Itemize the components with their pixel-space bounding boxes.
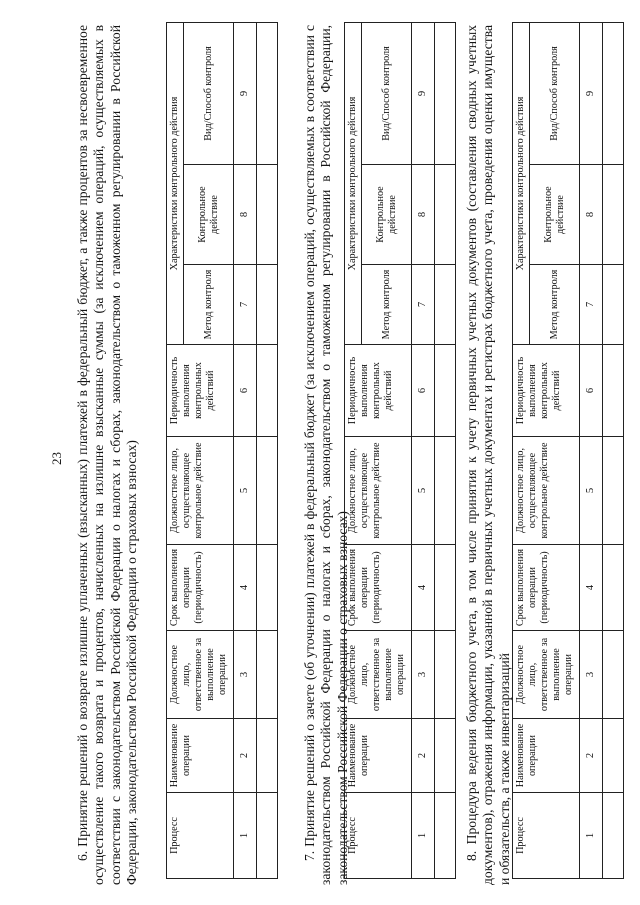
header-action: Контрольное действие — [184, 165, 234, 265]
col-number: 1 — [580, 793, 603, 879]
header-type: Вид/Способ контроля — [362, 22, 412, 164]
col-number: 4 — [580, 545, 603, 631]
header-responsible: Должностное лицо, ответственное за выполнение операции — [167, 631, 234, 719]
table-cell — [257, 545, 278, 631]
table-cell — [603, 631, 624, 719]
header-periodicity: Периодичность выполнения контрольных действий — [345, 345, 412, 437]
col-number: 5 — [234, 437, 257, 545]
header-method: Метод контроля — [184, 265, 234, 345]
table-cell — [257, 793, 278, 879]
col-number: 7 — [412, 265, 435, 345]
col-number: 1 — [234, 793, 257, 879]
table-cell — [603, 22, 624, 164]
table-cell — [257, 437, 278, 545]
header-operation-name: Наименование операции — [167, 719, 234, 793]
table-cell — [257, 22, 278, 164]
col-number: 3 — [234, 631, 257, 719]
col-number: 9 — [412, 22, 435, 164]
col-number: 7 — [580, 265, 603, 345]
table-cell — [435, 165, 456, 265]
col-number: 5 — [580, 437, 603, 545]
header-characteristics: Характеристики контрольного действия — [345, 22, 362, 344]
table-cell — [435, 793, 456, 879]
table-cell — [257, 165, 278, 265]
table-cell — [435, 719, 456, 793]
col-number: 1 — [412, 793, 435, 879]
table-cell — [603, 719, 624, 793]
control-table-7 — [344, 22, 456, 879]
header-method: Метод контроля — [362, 265, 412, 345]
col-number: 8 — [580, 165, 603, 265]
col-number: 2 — [580, 719, 603, 793]
header-method: Метод контроля — [530, 265, 580, 345]
col-number: 7 — [234, 265, 257, 345]
table-cell — [257, 265, 278, 345]
table-cell — [603, 545, 624, 631]
col-number: 6 — [412, 345, 435, 437]
header-periodicity: Периодичность выполнения контрольных действий — [513, 345, 580, 437]
section-8-text: 8. Процедура ведения бюджетного учета, в том числе принятия к учету первичных учетных документов (составления сводных учетных документов), отражения информации, указанной в первичных учетных документах и регистрах бюджетного учета, проведения оценки имущества и обязательств, а также инвентаризаций — [464, 25, 512, 885]
header-periodicity: Периодичность выполнения контрольных действий — [167, 345, 234, 437]
col-number: 8 — [234, 165, 257, 265]
table-cell — [435, 265, 456, 345]
header-type: Вид/Способ контроля — [184, 22, 234, 164]
table-cell — [603, 793, 624, 879]
section-7-text: 7. Принятие решений о зачете (об уточнении) платежей в федеральный бюджет (за исключением операций, осуществляемых в соответствии с законодательством Российской Федерации о налогах и сборах, законодательством о таможенном регулировании в Российской Федерации, законодательством Российской Федерации о страховых взносах) — [302, 25, 350, 885]
col-number: 3 — [412, 631, 435, 719]
col-number: 9 — [580, 22, 603, 164]
col-number: 6 — [580, 345, 603, 437]
header-characteristics: Характеристики контрольного действия — [513, 22, 530, 344]
table-cell — [435, 437, 456, 545]
header-deadline: Срок выполнения операции (периодичность) — [167, 545, 234, 631]
header-process: Процесс — [167, 793, 234, 879]
header-operation-name: Наименование операции — [513, 719, 580, 793]
col-number: 4 — [412, 545, 435, 631]
table-cell — [603, 265, 624, 345]
control-table-8 — [512, 22, 624, 879]
header-action: Контрольное действие — [530, 165, 580, 265]
col-number: 4 — [234, 545, 257, 631]
header-action: Контрольное действие — [362, 165, 412, 265]
table-cell — [603, 437, 624, 545]
header-operation-name: Наименование операции — [345, 719, 412, 793]
col-number: 6 — [234, 345, 257, 437]
header-controller: Должностное лицо, осуществляющее контрольное действие — [167, 437, 234, 545]
col-number: 2 — [412, 719, 435, 793]
header-process: Процесс — [513, 793, 580, 879]
section-6-text: 6. Принятие решений о возврате излишне уплаченных (взысканных) платежей в федеральный бюджет, а также процентов за несвоевременное осуществление такого возврата и процентов, начисленных на излишне взысканные суммы (за исключением операций, осуществляемых в соответствии с законодательством Российской Федерации о налогах и сборах, законодательством о таможенном регулировании в Российской Федерации, законодательством Российской Федерации о страховых взносах) — [75, 25, 139, 885]
table-cell — [257, 631, 278, 719]
header-process: Процесс — [345, 793, 412, 879]
col-number: 5 — [412, 437, 435, 545]
col-number: 2 — [234, 719, 257, 793]
table-cell — [257, 345, 278, 437]
table-cell — [257, 719, 278, 793]
table-cell — [435, 631, 456, 719]
header-deadline: Срок выполнения операции (периодичность) — [345, 545, 412, 631]
header-deadline: Срок выполнения операции (периодичность) — [513, 545, 580, 631]
col-number: 9 — [234, 22, 257, 164]
table-cell — [435, 545, 456, 631]
col-number: 8 — [412, 165, 435, 265]
header-type: Вид/Способ контроля — [530, 22, 580, 164]
control-table-6 — [166, 22, 278, 879]
col-number: 3 — [580, 631, 603, 719]
table-cell — [435, 22, 456, 164]
header-responsible: Должностное лицо, ответственное за выполнение операции — [345, 631, 412, 719]
header-controller: Должностное лицо, осуществляющее контрольное действие — [345, 437, 412, 545]
table-cell — [435, 345, 456, 437]
page-number: 23 — [49, 452, 64, 465]
table-cell — [603, 165, 624, 265]
header-controller: Должностное лицо, осуществляющее контрольное действие — [513, 437, 580, 545]
header-responsible: Должностное лицо, ответственное за выполнение операции — [513, 631, 580, 719]
table-cell — [603, 345, 624, 437]
header-characteristics: Характеристики контрольного действия — [167, 22, 184, 344]
